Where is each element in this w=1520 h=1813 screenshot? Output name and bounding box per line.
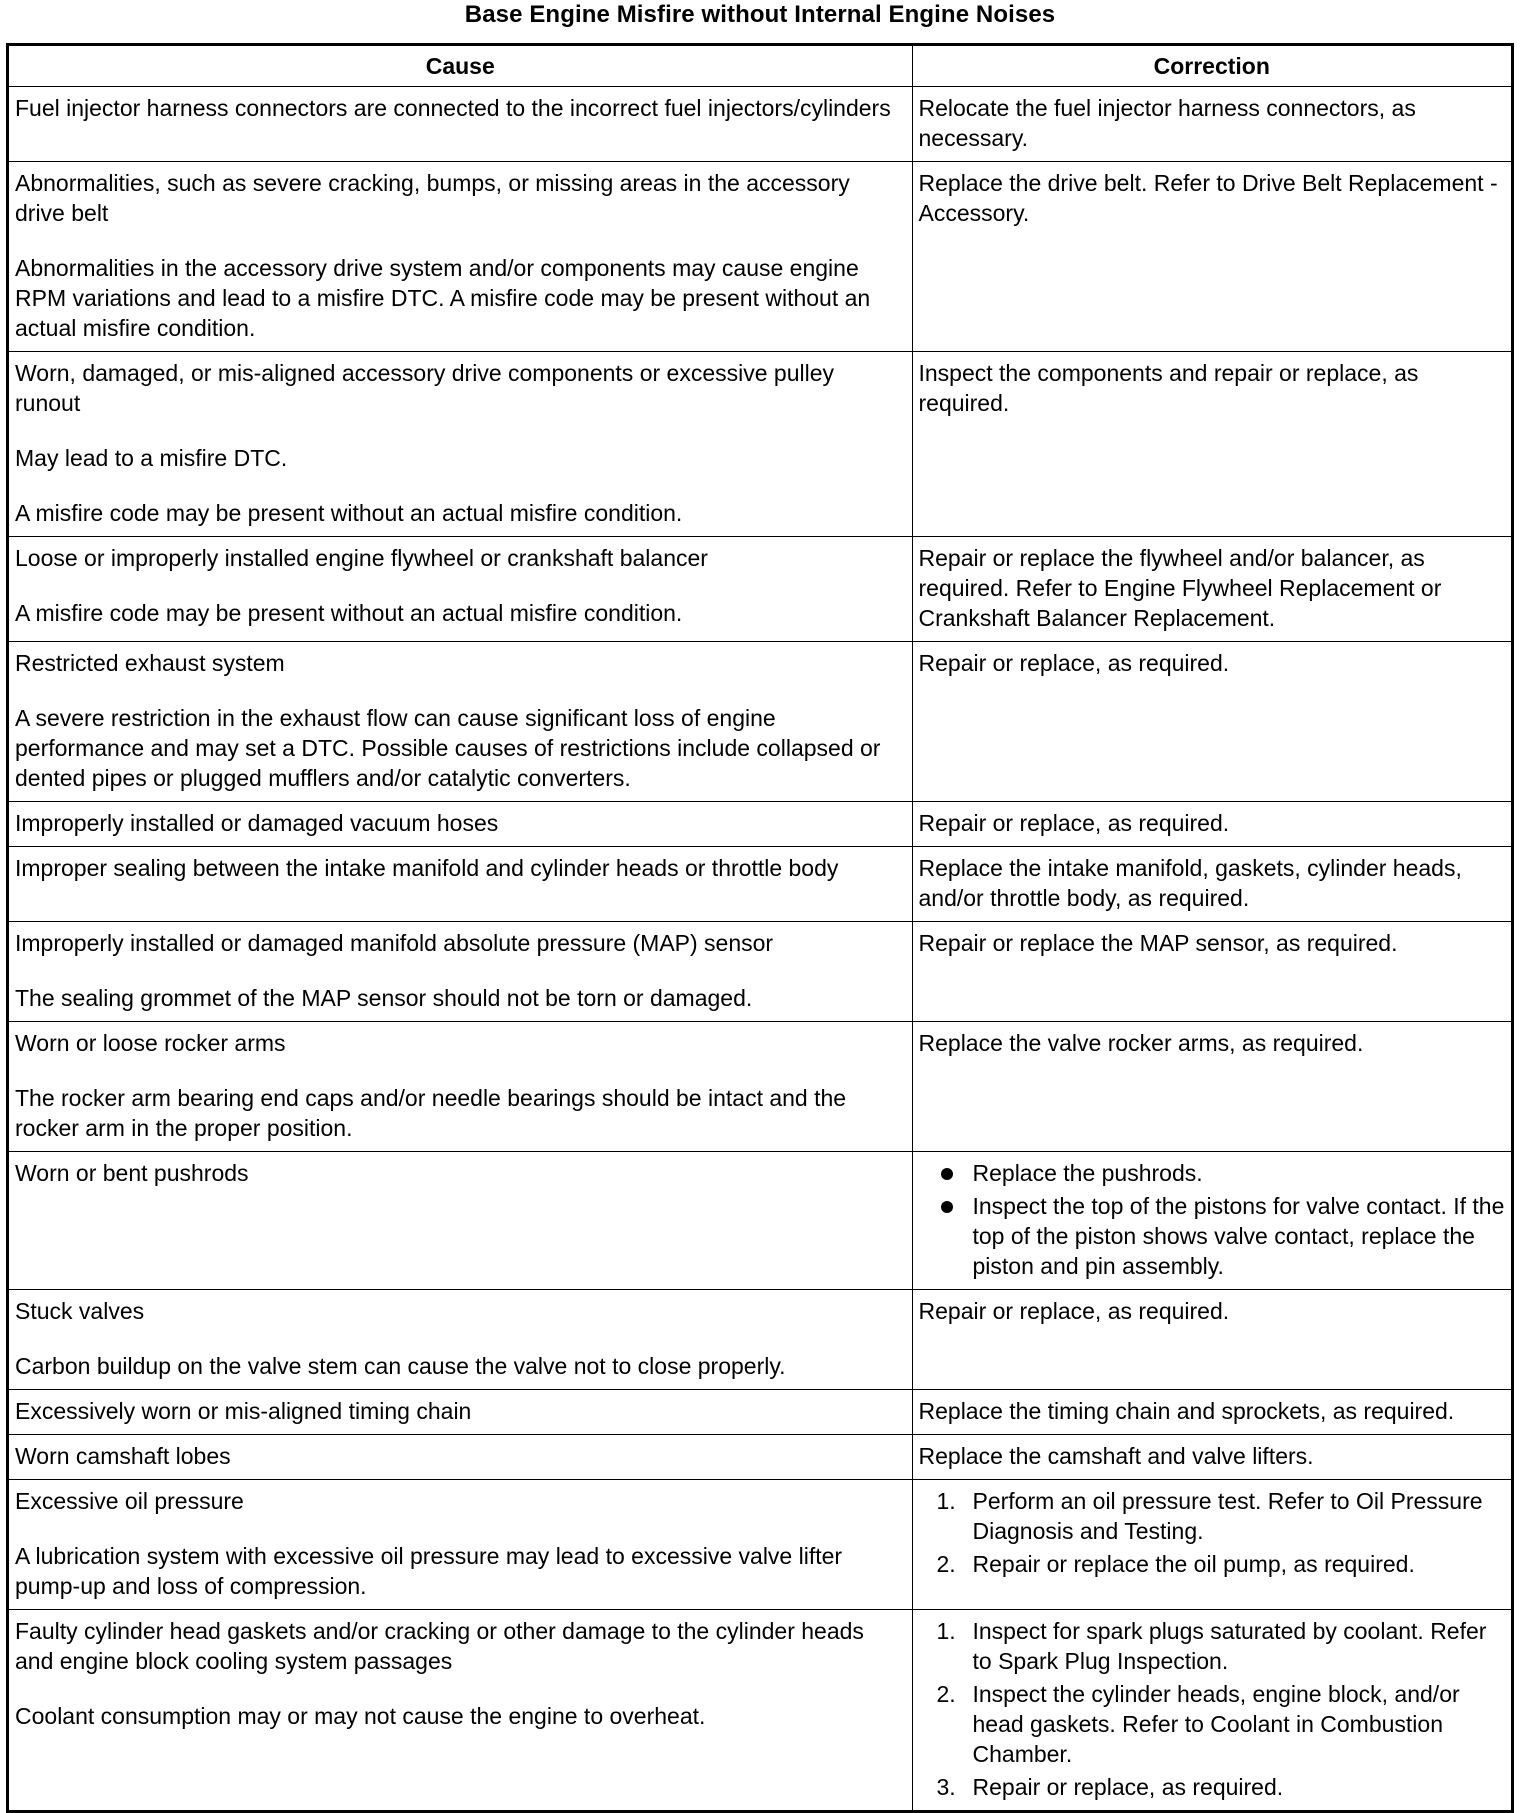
header-correction: Correction xyxy=(912,46,1511,87)
correction-list-item xyxy=(919,1486,1506,1546)
cause-cell xyxy=(9,1480,912,1610)
correction-cell xyxy=(912,1390,1511,1435)
cause-note: A misfire code may be present without an actual misfire condition. xyxy=(15,600,683,626)
table-row xyxy=(9,1390,1511,1435)
cause-note: Coolant consumption may or may not cause the engine to overheat. xyxy=(15,1703,706,1729)
cause-cell xyxy=(9,162,912,352)
correction-cell xyxy=(912,922,1511,1022)
correction-list-item xyxy=(919,1616,1506,1676)
cause-cell xyxy=(9,87,912,162)
cause-text: Worn camshaft lobes xyxy=(15,1443,231,1469)
table-row xyxy=(9,352,1511,537)
cause-cell xyxy=(9,1152,912,1290)
cause-text: Restricted exhaust system xyxy=(15,650,285,676)
correction-text: Repair or replace, as required. xyxy=(918,650,1230,676)
correction-list-item xyxy=(919,1158,1506,1188)
correction-cell xyxy=(912,1480,1511,1610)
cause-cell xyxy=(9,1022,912,1152)
correction-list-text: Inspect the top of the pistons for valve contact. If the top of the piston shows valve contact, replace the piston and pin assembly. xyxy=(972,1193,1505,1279)
correction-list-text: Repair or replace the oil pump, as required. xyxy=(972,1551,1415,1577)
correction-cell xyxy=(912,642,1511,802)
cause-text: Improperly installed or damaged manifold absolute pressure (MAP) sensor xyxy=(15,930,774,956)
table-row xyxy=(9,847,1511,922)
cause-text: Improper sealing between the intake manifold and cylinder heads or throttle body xyxy=(15,855,839,881)
table-row xyxy=(9,1022,1511,1152)
list-number: 2. xyxy=(936,1551,956,1577)
cause-text: Fuel injector harness connectors are connected to the incorrect fuel injectors/cylinders xyxy=(15,95,891,121)
correction-text: Repair or replace the flywheel and/or balancer, as required. Refer to Engine Flywheel Replacement or Crankshaft Balancer Replacement. xyxy=(918,545,1442,631)
table-row xyxy=(9,87,1511,162)
cause-cell xyxy=(9,1610,912,1811)
cause-cell xyxy=(9,802,912,847)
correction-text: Relocate the fuel injector harness connectors, as necessary. xyxy=(918,95,1416,151)
correction-list-item xyxy=(919,1549,1506,1579)
cause-text: Stuck valves xyxy=(15,1298,145,1324)
cause-note: A severe restriction in the exhaust flow can cause significant loss of engine performance and may set a DTC. Possible causes of restrictions include collapsed or dented pipes or plugged mufflers and/or catalytic converters. xyxy=(15,705,881,791)
table-row xyxy=(9,537,1511,642)
correction-text: Repair or replace, as required. xyxy=(918,810,1230,836)
page-title: Base Engine Misfire without Internal Engine Noises xyxy=(464,1,1056,28)
cause-cell xyxy=(9,1290,912,1390)
table-row xyxy=(9,1290,1511,1390)
correction-cell xyxy=(912,1152,1511,1290)
correction-bullet-list xyxy=(919,1158,1506,1281)
correction-list-text: Repair or replace, as required. xyxy=(972,1774,1284,1800)
list-number: 3. xyxy=(936,1774,956,1800)
correction-list-text: Inspect the cylinder heads, engine block, and/or head gaskets. Refer to Coolant in Combustion Chamber. xyxy=(972,1681,1460,1767)
correction-text: Replace the drive belt. Refer to Drive Belt Replacement - Accessory. xyxy=(918,170,1498,226)
cause-note: A lubrication system with excessive oil pressure may lead to excessive valve lifter pump-up and loss of compression. xyxy=(15,1543,843,1599)
table-row xyxy=(9,1610,1511,1811)
correction-cell xyxy=(912,1290,1511,1390)
cause-text: Faulty cylinder head gaskets and/or cracking or other damage to the cylinder heads and engine block cooling system passages xyxy=(15,1618,864,1674)
cause-cell xyxy=(9,1390,912,1435)
correction-cell xyxy=(912,1610,1511,1811)
cause-text: Worn or loose rocker arms xyxy=(15,1030,286,1056)
correction-text: Replace the intake manifold, gaskets, cylinder heads, and/or throttle body, as required. xyxy=(918,855,1462,911)
table-row xyxy=(9,1435,1511,1480)
correction-list-text: Replace the pushrods. xyxy=(972,1160,1203,1186)
cause-text: Worn or bent pushrods xyxy=(15,1160,249,1186)
correction-text: Replace the timing chain and sprockets, as required. xyxy=(918,1398,1455,1424)
cause-text: Worn, damaged, or mis-aligned accessory drive components or excessive pulley runout xyxy=(15,360,835,416)
correction-cell xyxy=(912,847,1511,922)
correction-cell xyxy=(912,162,1511,352)
list-number: 1. xyxy=(936,1618,956,1644)
list-number: 2. xyxy=(936,1681,956,1707)
table-row xyxy=(9,162,1511,352)
correction-text: Replace the camshaft and valve lifters. xyxy=(918,1443,1314,1469)
correction-cell xyxy=(912,87,1511,162)
cause-note: May lead to a misfire DTC. xyxy=(15,445,288,471)
correction-list-item xyxy=(919,1191,1506,1281)
cause-text: Abnormalities, such as severe cracking, bumps, or missing areas in the accessory drive belt xyxy=(15,170,850,226)
cause-note: The rocker arm bearing end caps and/or needle bearings should be intact and the rocker arm in the proper position. xyxy=(15,1085,847,1141)
correction-cell xyxy=(912,802,1511,847)
correction-cell xyxy=(912,537,1511,642)
table-row xyxy=(9,1480,1511,1610)
diagnostic-table xyxy=(9,46,1511,1810)
correction-list-item xyxy=(919,1679,1506,1769)
list-number: 1. xyxy=(936,1488,956,1514)
correction-cell xyxy=(912,352,1511,537)
cause-text: Excessively worn or mis-aligned timing chain xyxy=(15,1398,472,1424)
correction-list-text: Inspect for spark plugs saturated by coolant. Refer to Spark Plug Inspection. xyxy=(972,1618,1487,1674)
correction-numbered-list xyxy=(919,1486,1506,1579)
cause-note: Carbon buildup on the valve stem can cause the valve not to close properly. xyxy=(15,1353,786,1379)
header-cause: Cause xyxy=(9,46,912,87)
correction-list-text: Perform an oil pressure test. Refer to Oil Pressure Diagnosis and Testing. xyxy=(972,1488,1483,1544)
correction-text: Repair or replace, as required. xyxy=(918,1298,1230,1324)
diagnostic-table-frame xyxy=(6,43,1514,1813)
cause-cell xyxy=(9,1435,912,1480)
table-row xyxy=(9,1152,1511,1290)
table-row xyxy=(9,922,1511,1022)
cause-cell xyxy=(9,922,912,1022)
cause-text: Loose or improperly installed engine flywheel or crankshaft balancer xyxy=(15,545,708,571)
table-row xyxy=(9,642,1511,802)
correction-list-item xyxy=(919,1772,1506,1802)
table-body xyxy=(9,87,1511,1811)
correction-text: Replace the valve rocker arms, as required. xyxy=(918,1030,1364,1056)
cause-text: Improperly installed or damaged vacuum hoses xyxy=(15,810,499,836)
table-header-row xyxy=(9,46,1511,87)
cause-cell xyxy=(9,352,912,537)
cause-note: Abnormalities in the accessory drive system and/or components may cause engine RPM variations and lead to a misfire DTC. A misfire code may be present without an actual misfire condition. xyxy=(15,255,871,341)
cause-cell xyxy=(9,847,912,922)
cause-note: A misfire code may be present without an actual misfire condition. xyxy=(15,500,683,526)
correction-cell xyxy=(912,1022,1511,1152)
cause-cell xyxy=(9,642,912,802)
correction-cell xyxy=(912,1435,1511,1480)
cause-note: The sealing grommet of the MAP sensor should not be torn or damaged. xyxy=(15,985,753,1011)
table-row xyxy=(9,802,1511,847)
correction-text: Repair or replace the MAP sensor, as required. xyxy=(918,930,1398,956)
cause-text: Excessive oil pressure xyxy=(15,1488,244,1514)
correction-text: Inspect the components and repair or replace, as required. xyxy=(918,360,1419,416)
correction-numbered-list xyxy=(919,1616,1506,1802)
cause-cell xyxy=(9,537,912,642)
